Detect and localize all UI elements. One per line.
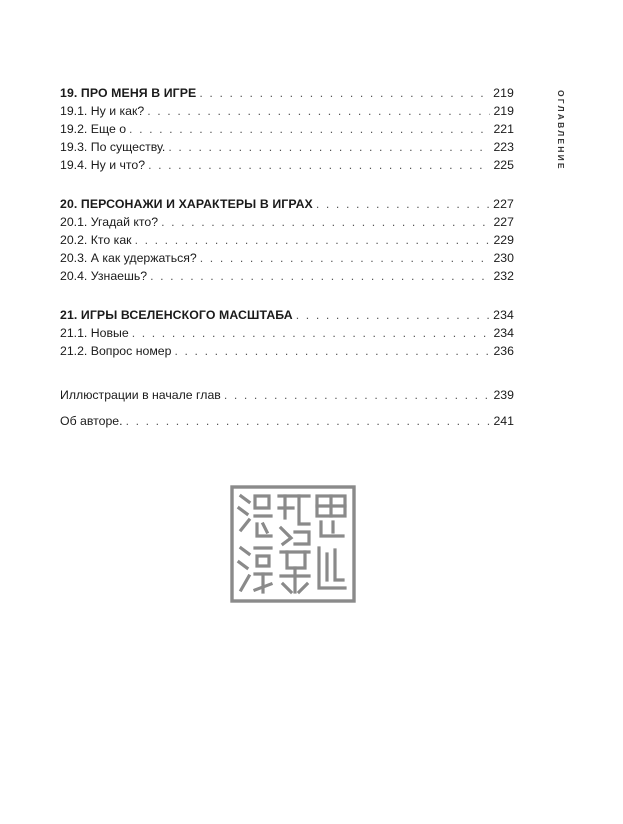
entry-title: 21.1. Новые bbox=[60, 326, 129, 340]
toc-chapter-heading[interactable] bbox=[60, 306, 514, 324]
entry-title: 20.1. Угадай кто? bbox=[60, 215, 159, 229]
chapter-title: 21. ИГРЫ ВСЕЛЕНСКОГО МАСШТАБА bbox=[60, 308, 293, 322]
toc-entry[interactable] bbox=[60, 120, 514, 138]
page-number: 230 bbox=[493, 251, 514, 265]
toc-entry[interactable] bbox=[60, 102, 514, 120]
page-number: 241 bbox=[493, 414, 514, 428]
entry-title: 19.3. По существу. bbox=[60, 140, 166, 154]
toc-section-19 bbox=[60, 84, 514, 174]
page-number: 234 bbox=[493, 308, 514, 322]
dot-leader bbox=[296, 306, 490, 324]
page-number: 225 bbox=[493, 158, 514, 172]
toc-entry-about-author[interactable] bbox=[60, 408, 514, 434]
dot-leader bbox=[168, 138, 490, 156]
page-number: 236 bbox=[493, 344, 514, 358]
toc-entry[interactable] bbox=[60, 324, 514, 342]
toc-entry[interactable] bbox=[60, 231, 514, 249]
toc-extras bbox=[60, 382, 514, 434]
page-number: 239 bbox=[493, 388, 514, 402]
dot-leader bbox=[126, 408, 491, 434]
seal-stamp-icon bbox=[229, 484, 357, 604]
page-number: 227 bbox=[493, 215, 514, 229]
page-number: 234 bbox=[493, 326, 514, 340]
entry-title: Иллюстрации в начале глав bbox=[60, 388, 221, 402]
page-number: 223 bbox=[493, 140, 514, 154]
dot-leader bbox=[132, 324, 491, 342]
page-number: 219 bbox=[493, 104, 514, 118]
toc-chapter-heading[interactable] bbox=[60, 84, 514, 102]
dot-leader bbox=[161, 213, 490, 231]
toc-section-20 bbox=[60, 195, 514, 285]
toc-section-21 bbox=[60, 306, 514, 360]
toc-chapter-heading[interactable] bbox=[60, 195, 514, 213]
toc-entry[interactable] bbox=[60, 249, 514, 267]
chapter-side-label: ОГЛАВЛЕНИЕ bbox=[556, 90, 566, 171]
entry-title: 20.2. Кто как bbox=[60, 233, 132, 247]
table-of-contents bbox=[60, 84, 514, 434]
chapter-title: 19. ПРО МЕНЯ В ИГРЕ bbox=[60, 86, 197, 100]
entry-title: 21.2. Вопрос номер bbox=[60, 344, 172, 358]
dot-leader bbox=[148, 156, 490, 174]
dot-leader bbox=[150, 267, 490, 285]
entry-title: 20.3. А как удержаться? bbox=[60, 251, 197, 265]
page-number: 221 bbox=[493, 122, 514, 136]
page-number: 229 bbox=[493, 233, 514, 247]
chapter-title: 20. ПЕРСОНАЖИ И ХАРАКТЕРЫ В ИГРАХ bbox=[60, 197, 313, 211]
page-number: 227 bbox=[493, 197, 514, 211]
dot-leader bbox=[316, 195, 490, 213]
dot-leader bbox=[147, 102, 490, 120]
toc-entry[interactable] bbox=[60, 156, 514, 174]
dot-leader bbox=[135, 231, 491, 249]
page-number: 232 bbox=[493, 269, 514, 283]
toc-entry[interactable] bbox=[60, 138, 514, 156]
toc-entry[interactable] bbox=[60, 213, 514, 231]
toc-entry-illustrations[interactable] bbox=[60, 382, 514, 408]
toc-entry[interactable] bbox=[60, 267, 514, 285]
dot-leader bbox=[129, 120, 490, 138]
entry-title: Об авторе. bbox=[60, 414, 123, 428]
page-number: 219 bbox=[493, 86, 514, 100]
entry-title: 19.2. Еще о bbox=[60, 122, 127, 136]
entry-title: 20.4. Узнаешь? bbox=[60, 269, 148, 283]
entry-title: 19.4. Ну и что? bbox=[60, 158, 146, 172]
toc-entry[interactable] bbox=[60, 342, 514, 360]
dot-leader bbox=[174, 342, 490, 360]
dot-leader bbox=[224, 382, 491, 408]
dot-leader bbox=[199, 84, 490, 102]
entry-title: 19.1. Ну и как? bbox=[60, 104, 145, 118]
dot-leader bbox=[200, 249, 491, 267]
